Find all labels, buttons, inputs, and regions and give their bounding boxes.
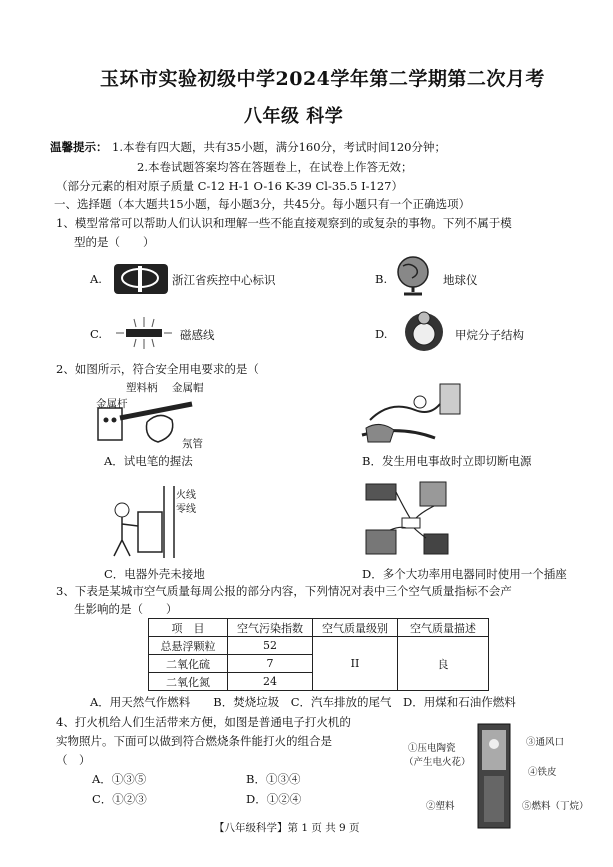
q2-label-zero-line: 零线 bbox=[176, 504, 196, 515]
lighter-photo-icon bbox=[470, 720, 520, 832]
q4-option-a: A．①③⑤ bbox=[92, 772, 147, 786]
table-cell-level: II bbox=[313, 637, 398, 691]
q2-option-c: C．电器外壳未接地 bbox=[104, 567, 205, 581]
tips-line3: （部分元素的相对原子质量 C-12 H-1 O-16 K-39 Cl-35.5 I-127） bbox=[56, 179, 403, 193]
q4-option-b: B．①③④ bbox=[246, 772, 301, 786]
tips-line2: 2.本卷试题答案均答在答题卷上，在试卷上作答无效； bbox=[137, 160, 413, 174]
q2-label-metal-cap: 金属帽 bbox=[172, 382, 204, 394]
q4-label-plastic: ②塑料 bbox=[426, 801, 455, 812]
q4-label-piezo: ①压电陶瓷 bbox=[408, 743, 456, 754]
section-1-heading: 一、选择题（本大题共15小题，每小题3分，共45分。每小题只有一个正确选项） bbox=[54, 197, 471, 211]
q1-option-c: 磁感线 bbox=[180, 328, 215, 342]
q2-label-plastic: 塑料柄 bbox=[126, 382, 158, 394]
exam-title: 玉环市实验初级中学2024学年第二学期第二次月考 bbox=[100, 68, 545, 90]
q1-option-d: 甲烷分子结构 bbox=[455, 328, 524, 342]
exam-subtitle: 八年级 科学 bbox=[244, 106, 344, 127]
q4-label-iron: ④铁皮 bbox=[528, 767, 557, 778]
air-quality-table bbox=[148, 618, 489, 691]
table-cell-item: 二氧化氮 bbox=[149, 673, 228, 691]
q3-stem-line2: 生影响的是（ ） bbox=[74, 602, 178, 616]
table-header: 空气污染指数 bbox=[228, 619, 313, 637]
q1-option-a: 浙江省疾控中心标识 bbox=[172, 273, 276, 287]
tips-line1: 1.本卷有四大题，共有35小题，满分160分，考试时间120分钟； bbox=[112, 140, 447, 154]
table-header-row bbox=[149, 619, 489, 637]
overloaded-socket-illustration bbox=[360, 478, 460, 563]
table-cell-value: 7 bbox=[228, 655, 313, 673]
q2-option-b: B．发生用电事故时立即切断电源 bbox=[362, 454, 532, 468]
q2-label-fire-line: 火线 bbox=[176, 490, 196, 501]
table-header: 空气质量级别 bbox=[313, 619, 398, 637]
q4-stem-line2: 实物照片。下面可以做到符合燃烧条件能打火的组合是 bbox=[56, 734, 332, 748]
globe-icon bbox=[390, 252, 436, 298]
q1-option-a-letter: A. bbox=[90, 272, 102, 286]
table-cell-item: 总悬浮颗粒 bbox=[149, 637, 228, 655]
q2-option-d: D．多个大功率用电器同时使用一个插座 bbox=[362, 567, 567, 581]
q3-options: A．用天然气作燃料 B．焚烧垃圾 C．汽车排放的尾气 D．用煤和石油作燃料 bbox=[90, 695, 516, 709]
q4-stem-line3: （ ） bbox=[56, 753, 91, 767]
q2-option-a: A．试电笔的握法 bbox=[104, 454, 193, 468]
table-header: 项 目 bbox=[149, 619, 228, 637]
cdc-logo-icon bbox=[112, 258, 170, 298]
page-footer: 【八年级科学】第 1 页 共 9 页 bbox=[214, 822, 360, 834]
table-header: 空气质量描述 bbox=[398, 619, 489, 637]
q2-label-neon: 氖管 bbox=[182, 438, 203, 450]
q4-option-d: D．①②④ bbox=[246, 792, 302, 806]
q2-stem: 2、如图所示，符合安全用电要求的是（ bbox=[56, 362, 259, 376]
q3-stem-line1: 3、下表是某城市空气质量每周公报的部分内容，下列情况对表中三个空气质量指标不会产 bbox=[56, 584, 512, 598]
q4-stem-line1: 4、打火机给人们生活带来方便，如图是普通电子打火机的 bbox=[56, 715, 351, 729]
q1-option-b: 地球仪 bbox=[443, 273, 478, 287]
q1-stem-line2: 型的是（ ） bbox=[74, 235, 155, 249]
magnetic-field-icon bbox=[114, 315, 174, 351]
table-cell-value: 24 bbox=[228, 673, 313, 691]
table-row bbox=[149, 637, 489, 655]
q1-stem-line1: 1、模型常常可以帮助人们认识和理解一些不能直接观察到的或复杂的事物。下列不属于模 bbox=[56, 216, 512, 230]
q4-option-c: C．①②③ bbox=[92, 792, 147, 806]
methane-molecule-icon bbox=[400, 310, 448, 354]
table-cell-value: 52 bbox=[228, 637, 313, 655]
q4-label-spark: （产生电火花） bbox=[404, 757, 471, 768]
q1-option-d-letter: D. bbox=[375, 327, 388, 341]
table-cell-item: 二氧化硫 bbox=[149, 655, 228, 673]
tips-label: 温馨提示： bbox=[50, 140, 108, 154]
q1-option-b-letter: B. bbox=[375, 272, 388, 286]
q1-option-c-letter: C. bbox=[90, 327, 103, 341]
q4-label-fuel: ⑤燃料（丁烷） bbox=[522, 801, 589, 812]
table-cell-desc: 良 bbox=[398, 637, 489, 691]
q4-label-vent: ③通风口 bbox=[526, 737, 565, 748]
power-off-rescue-illustration bbox=[360, 380, 470, 450]
q2-label-metal-rod: 金属杆 bbox=[96, 398, 128, 410]
